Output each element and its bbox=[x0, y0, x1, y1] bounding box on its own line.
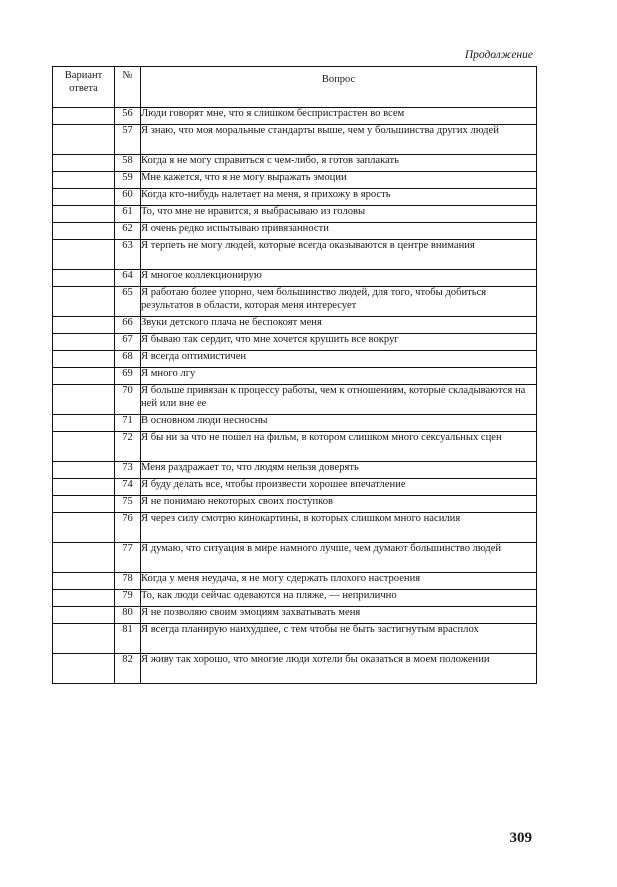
question-text: Я не понимаю некоторых своих поступков bbox=[141, 496, 537, 513]
question-text: Мне кажется, что я не могу выражать эмоции bbox=[141, 172, 537, 189]
question-number: 61 bbox=[115, 206, 141, 223]
question-number: 74 bbox=[115, 479, 141, 496]
answer-cell[interactable] bbox=[53, 351, 115, 368]
question-number: 71 bbox=[115, 415, 141, 432]
question-text: Я многое коллекционирую bbox=[141, 270, 537, 287]
answer-cell[interactable] bbox=[53, 270, 115, 287]
table-row bbox=[53, 462, 537, 479]
table-row bbox=[53, 415, 537, 432]
answer-cell[interactable] bbox=[53, 543, 115, 573]
table-row bbox=[53, 496, 537, 513]
table-row bbox=[53, 206, 537, 223]
question-number: 77 bbox=[115, 543, 141, 573]
table-row bbox=[53, 624, 537, 654]
number-column-header: № bbox=[115, 67, 141, 108]
question-number: 73 bbox=[115, 462, 141, 479]
question-text: Когда у меня неудача, я не могу сдержать плохого настроения bbox=[141, 573, 537, 590]
answer-cell[interactable] bbox=[53, 206, 115, 223]
question-text: Я много лгу bbox=[141, 368, 537, 385]
answer-cell[interactable] bbox=[53, 189, 115, 206]
question-number: 60 bbox=[115, 189, 141, 206]
question-number: 63 bbox=[115, 240, 141, 270]
table-row bbox=[53, 351, 537, 368]
question-text: Я бываю так сердит, что мне хочется крушить все вокруг bbox=[141, 334, 537, 351]
answer-cell[interactable] bbox=[53, 368, 115, 385]
table-row bbox=[53, 223, 537, 240]
answer-cell[interactable] bbox=[53, 654, 115, 684]
table-row bbox=[53, 479, 537, 496]
table-row bbox=[53, 513, 537, 543]
question-number: 66 bbox=[115, 317, 141, 334]
question-number: 72 bbox=[115, 432, 141, 462]
answer-cell[interactable] bbox=[53, 607, 115, 624]
questionnaire-table bbox=[52, 66, 537, 684]
question-number: 80 bbox=[115, 607, 141, 624]
question-text: То, как люди сейчас одеваются на пляже, — неприлично bbox=[141, 590, 537, 607]
answer-cell[interactable] bbox=[53, 479, 115, 496]
question-text: Я через силу смотрю кинокартины, в которых слишком много насилия bbox=[141, 513, 537, 543]
question-number: 65 bbox=[115, 287, 141, 317]
page-number: 309 bbox=[509, 830, 532, 846]
question-text: Я знаю, что моя моральные стандарты выше, чем у большинства других людей bbox=[141, 125, 537, 155]
answer-cell[interactable] bbox=[53, 385, 115, 415]
question-text: Люди говорят мне, что я слишком беспристрастен во всем bbox=[141, 108, 537, 125]
table-row bbox=[53, 607, 537, 624]
question-number: 82 bbox=[115, 654, 141, 684]
question-text: Звуки детского плача не беспокоят меня bbox=[141, 317, 537, 334]
question-text: Я терпеть не могу людей, которые всегда оказываются в центре внимания bbox=[141, 240, 537, 270]
table-row bbox=[53, 385, 537, 415]
table-row bbox=[53, 108, 537, 125]
answer-cell[interactable] bbox=[53, 125, 115, 155]
question-number: 58 bbox=[115, 155, 141, 172]
table-row bbox=[53, 125, 537, 155]
question-text: Я больше привязан к процессу работы, чем к отношениям, которые складываются на ней или вне ее bbox=[141, 385, 537, 415]
question-number: 67 bbox=[115, 334, 141, 351]
table-row bbox=[53, 172, 537, 189]
question-text: Я бы ни за что не пошел на фильм, в котором слишком много сексуальных сцен bbox=[141, 432, 537, 462]
question-number: 68 bbox=[115, 351, 141, 368]
table-row bbox=[53, 590, 537, 607]
question-number: 75 bbox=[115, 496, 141, 513]
answer-cell[interactable] bbox=[53, 334, 115, 351]
answer-cell[interactable] bbox=[53, 496, 115, 513]
table-row bbox=[53, 368, 537, 385]
question-number: 81 bbox=[115, 624, 141, 654]
question-number: 70 bbox=[115, 385, 141, 415]
question-text: Я работаю более упорно, чем большинство людей, для того, чтобы добиться результатов в области, которая меня интересует bbox=[141, 287, 537, 317]
question-column-header: Вопрос bbox=[141, 67, 537, 108]
question-text: Меня раздражает то, что людям нельзя доверять bbox=[141, 462, 537, 479]
answer-cell[interactable] bbox=[53, 317, 115, 334]
question-number: 69 bbox=[115, 368, 141, 385]
answer-cell[interactable] bbox=[53, 240, 115, 270]
question-number: 76 bbox=[115, 513, 141, 543]
question-number: 78 bbox=[115, 573, 141, 590]
question-text: Я живу так хорошо, что многие люди хотели бы оказаться в моем положении bbox=[141, 654, 537, 684]
table-row bbox=[53, 287, 537, 317]
question-text: Я думаю, что ситуация в мире намного лучше, чем думают большинство людей bbox=[141, 543, 537, 573]
table-row bbox=[53, 155, 537, 172]
answer-cell[interactable] bbox=[53, 432, 115, 462]
answer-cell[interactable] bbox=[53, 590, 115, 607]
table-row bbox=[53, 543, 537, 573]
question-number: 62 bbox=[115, 223, 141, 240]
question-number: 59 bbox=[115, 172, 141, 189]
question-text: Когда кто-нибудь налетает на меня, я прихожу в ярость bbox=[141, 189, 537, 206]
question-text: В основном люди несносны bbox=[141, 415, 537, 432]
table-row bbox=[53, 654, 537, 684]
table-row bbox=[53, 317, 537, 334]
question-number: 57 bbox=[115, 125, 141, 155]
answer-cell[interactable] bbox=[53, 155, 115, 172]
question-number: 79 bbox=[115, 590, 141, 607]
question-text: Я не позволяю своим эмоциям захватывать меня bbox=[141, 607, 537, 624]
table-row bbox=[53, 240, 537, 270]
answer-cell[interactable] bbox=[53, 172, 115, 189]
answer-cell[interactable] bbox=[53, 287, 115, 317]
answer-cell[interactable] bbox=[53, 108, 115, 125]
question-text: То, что мне не нравится, я выбрасываю из головы bbox=[141, 206, 537, 223]
answer-column-header: Вариант ответа bbox=[53, 67, 115, 108]
table-row bbox=[53, 270, 537, 287]
answer-cell[interactable] bbox=[53, 573, 115, 590]
table-header-row bbox=[53, 67, 537, 108]
question-text: Я всегда планирую наихудшее, с тем чтобы не быть застигнутым врасплох bbox=[141, 624, 537, 654]
question-text: Я буду делать все, чтобы произвести хорошее впечатление bbox=[141, 479, 537, 496]
question-number: 64 bbox=[115, 270, 141, 287]
answer-cell[interactable] bbox=[53, 415, 115, 432]
continuation-label: Продолжение bbox=[464, 49, 533, 61]
question-text: Когда я не могу справиться с чем-либо, я готов заплакать bbox=[141, 155, 537, 172]
question-text: Я очень редко испытываю привязанности bbox=[141, 223, 537, 240]
answer-cell[interactable] bbox=[53, 462, 115, 479]
table-row bbox=[53, 573, 537, 590]
table-row bbox=[53, 189, 537, 206]
question-number: 56 bbox=[115, 108, 141, 125]
table-row bbox=[53, 334, 537, 351]
answer-cell[interactable] bbox=[53, 624, 115, 654]
question-text: Я всегда оптимистичен bbox=[141, 351, 537, 368]
answer-cell[interactable] bbox=[53, 513, 115, 543]
table-row bbox=[53, 432, 537, 462]
answer-cell[interactable] bbox=[53, 223, 115, 240]
